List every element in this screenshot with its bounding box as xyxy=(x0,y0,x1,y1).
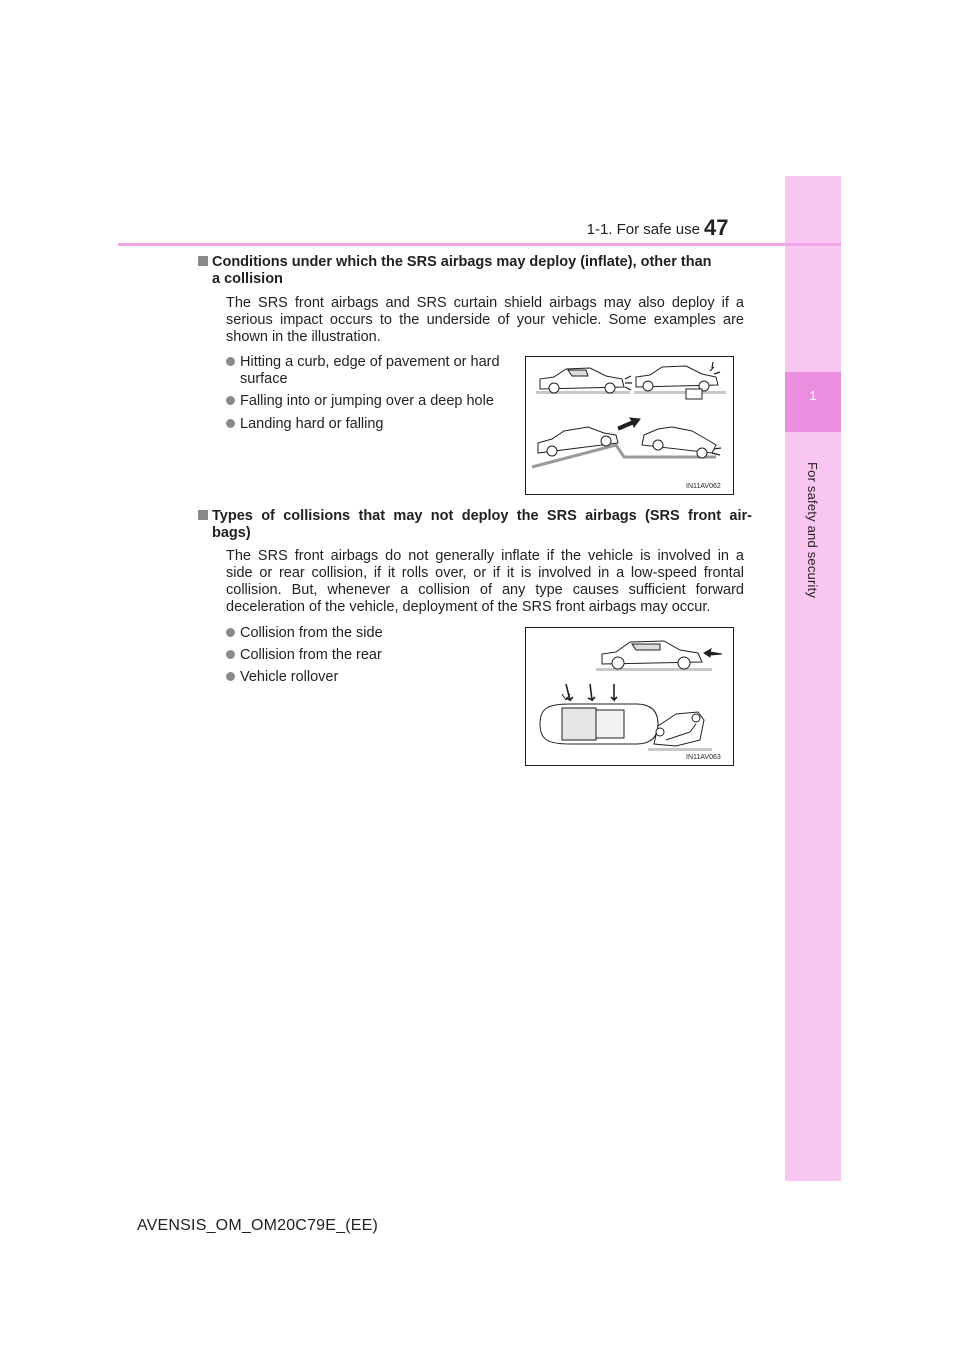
chapter-number: 1 xyxy=(809,388,817,403)
document-code: AVENSIS_OM_OM20C79E_(EE) xyxy=(137,1217,379,1234)
section-title: 1-1. For safe use xyxy=(586,221,700,238)
square-bullet-icon xyxy=(198,510,208,520)
figure-underbody-impacts xyxy=(525,356,734,495)
section1-heading: Conditions under which the SRS airbags may deploy (inflate), other than a collision xyxy=(212,254,752,288)
bullet-dot-icon xyxy=(226,357,235,366)
bullet-dot-icon xyxy=(226,650,235,659)
section1-body: The SRS front airbags and SRS curtain shield airbags may also deploy if a serious impact occurs to the underside of your vehicle. Some examples are shown in the illustration. xyxy=(226,295,744,345)
bullet-dot-icon xyxy=(226,628,235,637)
figure-code: IN11AV062 xyxy=(686,483,721,490)
figure-code: IN11AV063 xyxy=(686,754,721,761)
chapter-title: For safety and security xyxy=(805,462,820,599)
bullet-dot-icon xyxy=(226,672,235,681)
bullet-dot-icon xyxy=(226,396,235,405)
square-bullet-icon xyxy=(198,256,208,266)
section2-heading: Types of collisions that may not deploy the SRS airbags (SRS front air- bags) xyxy=(212,508,752,542)
car-collisions-illustration xyxy=(526,628,733,765)
bullet-dot-icon xyxy=(226,419,235,428)
header-rule xyxy=(118,243,841,246)
page-number: 47 xyxy=(704,215,729,240)
figure-non-deploy-collisions xyxy=(525,627,734,766)
car-underbody-illustration xyxy=(526,357,733,494)
section2-body: The SRS front airbags do not generally inflate if the vehicle is involved in a side or rear collision, if it rolls over, or if it is involved in a low-speed frontal collision. But, whenever a collision of any type causes sufficient forward deceleration of the vehicle, deployment of the SRS front airbags may occur. xyxy=(226,548,744,615)
